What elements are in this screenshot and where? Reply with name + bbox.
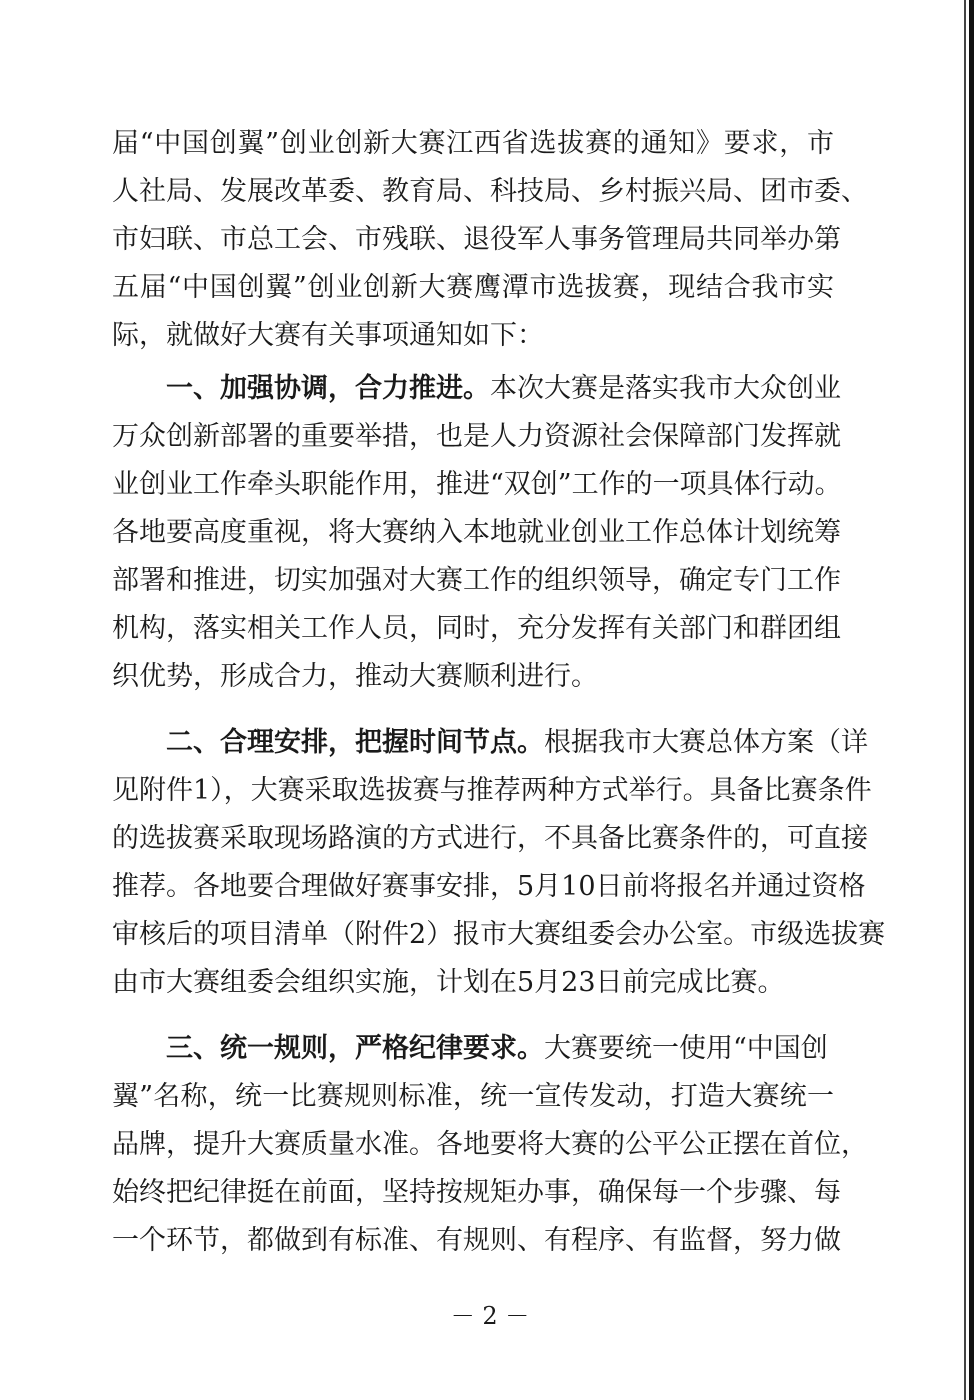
paragraph-1-first-line	[166, 364, 841, 414]
body-line: 人社局、发展改革委、教育局、科技局、乡村振兴局、团市委、	[112, 176, 868, 207]
page-number: － 2 －	[450, 1302, 530, 1330]
scan-edge-line	[964, 0, 966, 1400]
heading-1: 一、加强协调，合力推进。	[166, 373, 490, 404]
body-text: 本次大赛是落实我市大众创业	[490, 373, 841, 404]
body-line: 市妇联、市总工会、市残联、退役军人事务管理局共同举办第	[112, 224, 841, 255]
heading-3: 三、统一规则，严格纪律要求。	[166, 1033, 544, 1064]
body-line: 五届“中国创翼”创业创新大赛鹰潭市选拔赛，现结合我市实	[112, 272, 834, 303]
body-line: 始终把纪律挺在前面，坚持按规矩办事，确保每一个步骤、每	[112, 1177, 841, 1208]
body-line: 万众创新部署的重要举措，也是人力资源社会保障部门发挥就	[112, 421, 841, 452]
body-line: 机构，落实相关工作人员，同时，充分发挥有关部门和群团组	[112, 613, 841, 644]
body-line: 翼”名称，统一比赛规则标准，统一宣传发动，打造大赛统一	[112, 1081, 834, 1112]
body-text: 根据我市大赛总体方案（详	[544, 727, 868, 758]
body-line: 品牌，提升大赛质量水准。各地要将大赛的公平公正摆在首位，	[112, 1129, 868, 1160]
body-line: 业创业工作牵头职能作用，推进“双创”工作的一项具体行动。	[112, 469, 842, 500]
body-line: 的选拔赛采取现场路演的方式进行，不具备比赛条件的，可直接	[112, 823, 868, 854]
scan-edge-border	[969, 0, 974, 1400]
heading-2: 二、合理安排，把握时间节点。	[166, 727, 544, 758]
body-line: 推荐。各地要合理做好赛事安排，5月10日前将报名并通过资格	[112, 871, 866, 902]
body-line: 织优势，形成合力，推动大赛顺利进行。	[112, 661, 598, 692]
body-line: 一个环节，都做到有标准、有规则、有程序、有监督，努力做	[112, 1225, 841, 1256]
body-line: 届“中国创翼”创业创新大赛江西省选拔赛的通知》要求，市	[112, 128, 834, 159]
body-line: 见附件1），大赛采取选拔赛与推荐两种方式举行。具备比赛条件	[112, 775, 872, 806]
body-text: 大赛要统一使用“中国创	[544, 1033, 828, 1064]
body-line: 由市大赛组委会组织实施，计划在5月23日前完成比赛。	[112, 967, 785, 998]
body-line: 部署和推进，切实加强对大赛工作的组织领导，确定专门工作	[112, 565, 841, 596]
body-line: 际，就做好大赛有关事项通知如下：	[112, 320, 544, 351]
paragraph-3-first-line	[166, 1024, 834, 1074]
body-line: 各地要高度重视，将大赛纳入本地就业创业工作总体计划统筹	[112, 517, 841, 548]
body-line: 审核后的项目清单（附件2）报市大赛组委会办公室。市级选拔赛	[112, 919, 886, 950]
paragraph-2-first-line	[166, 718, 868, 768]
